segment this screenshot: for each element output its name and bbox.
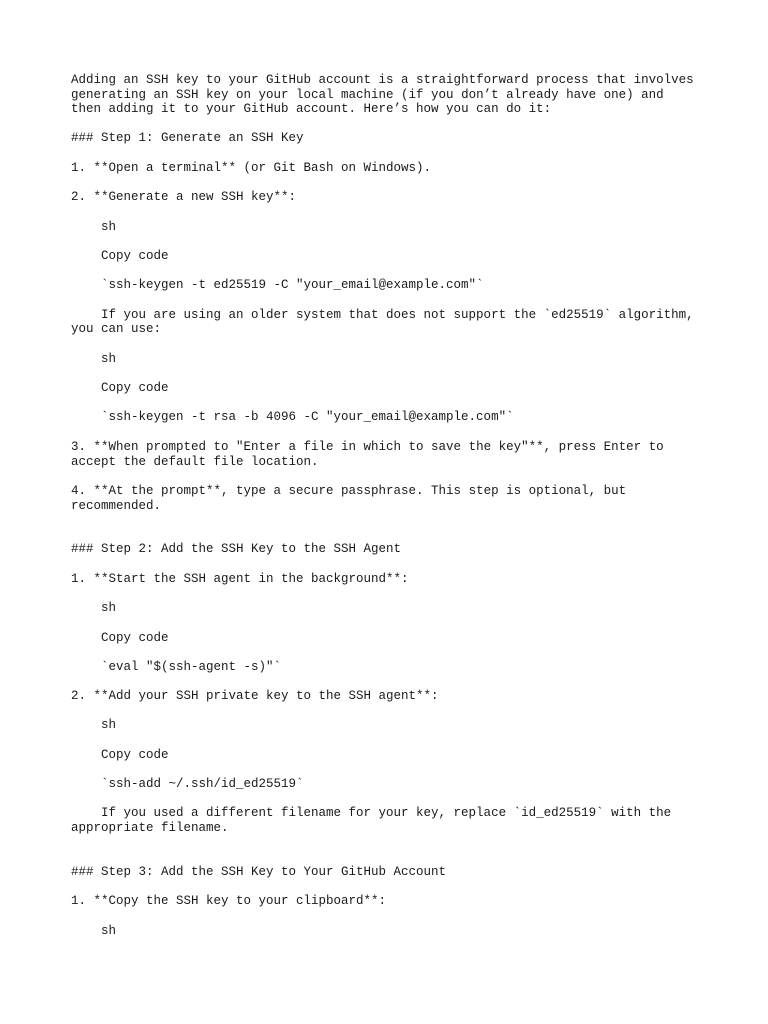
text-line: appropriate filename. bbox=[71, 821, 229, 835]
text-line: If you used a different filename for your key, replace `id_ed25519` with the bbox=[101, 806, 672, 820]
copy-code-label: Copy code bbox=[101, 748, 169, 762]
code-language-label: sh bbox=[101, 352, 117, 366]
text-line: 1. **Copy the SSH key to your clipboard**: bbox=[71, 894, 387, 908]
code-language-label: sh bbox=[101, 601, 117, 615]
code-line: `ssh-keygen -t ed25519 -C "your_email@example.com"` bbox=[101, 278, 484, 292]
code-line: `ssh-add ~/.ssh/id_ed25519` bbox=[101, 777, 304, 791]
section-heading: ### Step 3: Add the SSH Key to Your GitHub Account bbox=[71, 865, 447, 879]
text-line: If you are using an older system that does not support the `ed25519` algorithm, bbox=[101, 308, 694, 322]
text-line: 1. **Open a terminal** (or Git Bash on Windows). bbox=[71, 161, 432, 175]
text-line: you can use: bbox=[71, 322, 162, 336]
code-line: `ssh-keygen -t rsa -b 4096 -C "your_email@example.com"` bbox=[101, 410, 514, 424]
code-language-label: sh bbox=[101, 718, 117, 732]
text-line: 2. **Add your SSH private key to the SSH agent**: bbox=[71, 689, 439, 703]
section-heading: ### Step 1: Generate an SSH Key bbox=[71, 131, 304, 145]
code-language-label: sh bbox=[101, 924, 117, 938]
text-line: accept the default file location. bbox=[71, 455, 319, 469]
text-line: 3. **When prompted to "Enter a file in which to save the key"**, press Enter to bbox=[71, 440, 664, 454]
code-line: `eval "$(ssh-agent -s)"` bbox=[101, 660, 282, 674]
copy-code-label: Copy code bbox=[101, 249, 169, 263]
code-language-label: sh bbox=[101, 220, 117, 234]
text-line: then adding it to your GitHub account. Here’s how you can do it: bbox=[71, 102, 552, 116]
text-line: 2. **Generate a new SSH key**: bbox=[71, 190, 297, 204]
text-line: 4. **At the prompt**, type a secure passphrase. This step is optional, but bbox=[71, 484, 627, 498]
section-heading: ### Step 2: Add the SSH Key to the SSH Agent bbox=[71, 542, 402, 556]
text-line: recommended. bbox=[71, 499, 162, 513]
copy-code-label: Copy code bbox=[101, 381, 169, 395]
copy-code-label: Copy code bbox=[101, 631, 169, 645]
text-line: 1. **Start the SSH agent in the background**: bbox=[71, 572, 409, 586]
text-line: Adding an SSH key to your GitHub account is a straightforward process that involves bbox=[71, 73, 694, 87]
text-line: generating an SSH key on your local machine (if you don’t already have one) and bbox=[71, 88, 664, 102]
